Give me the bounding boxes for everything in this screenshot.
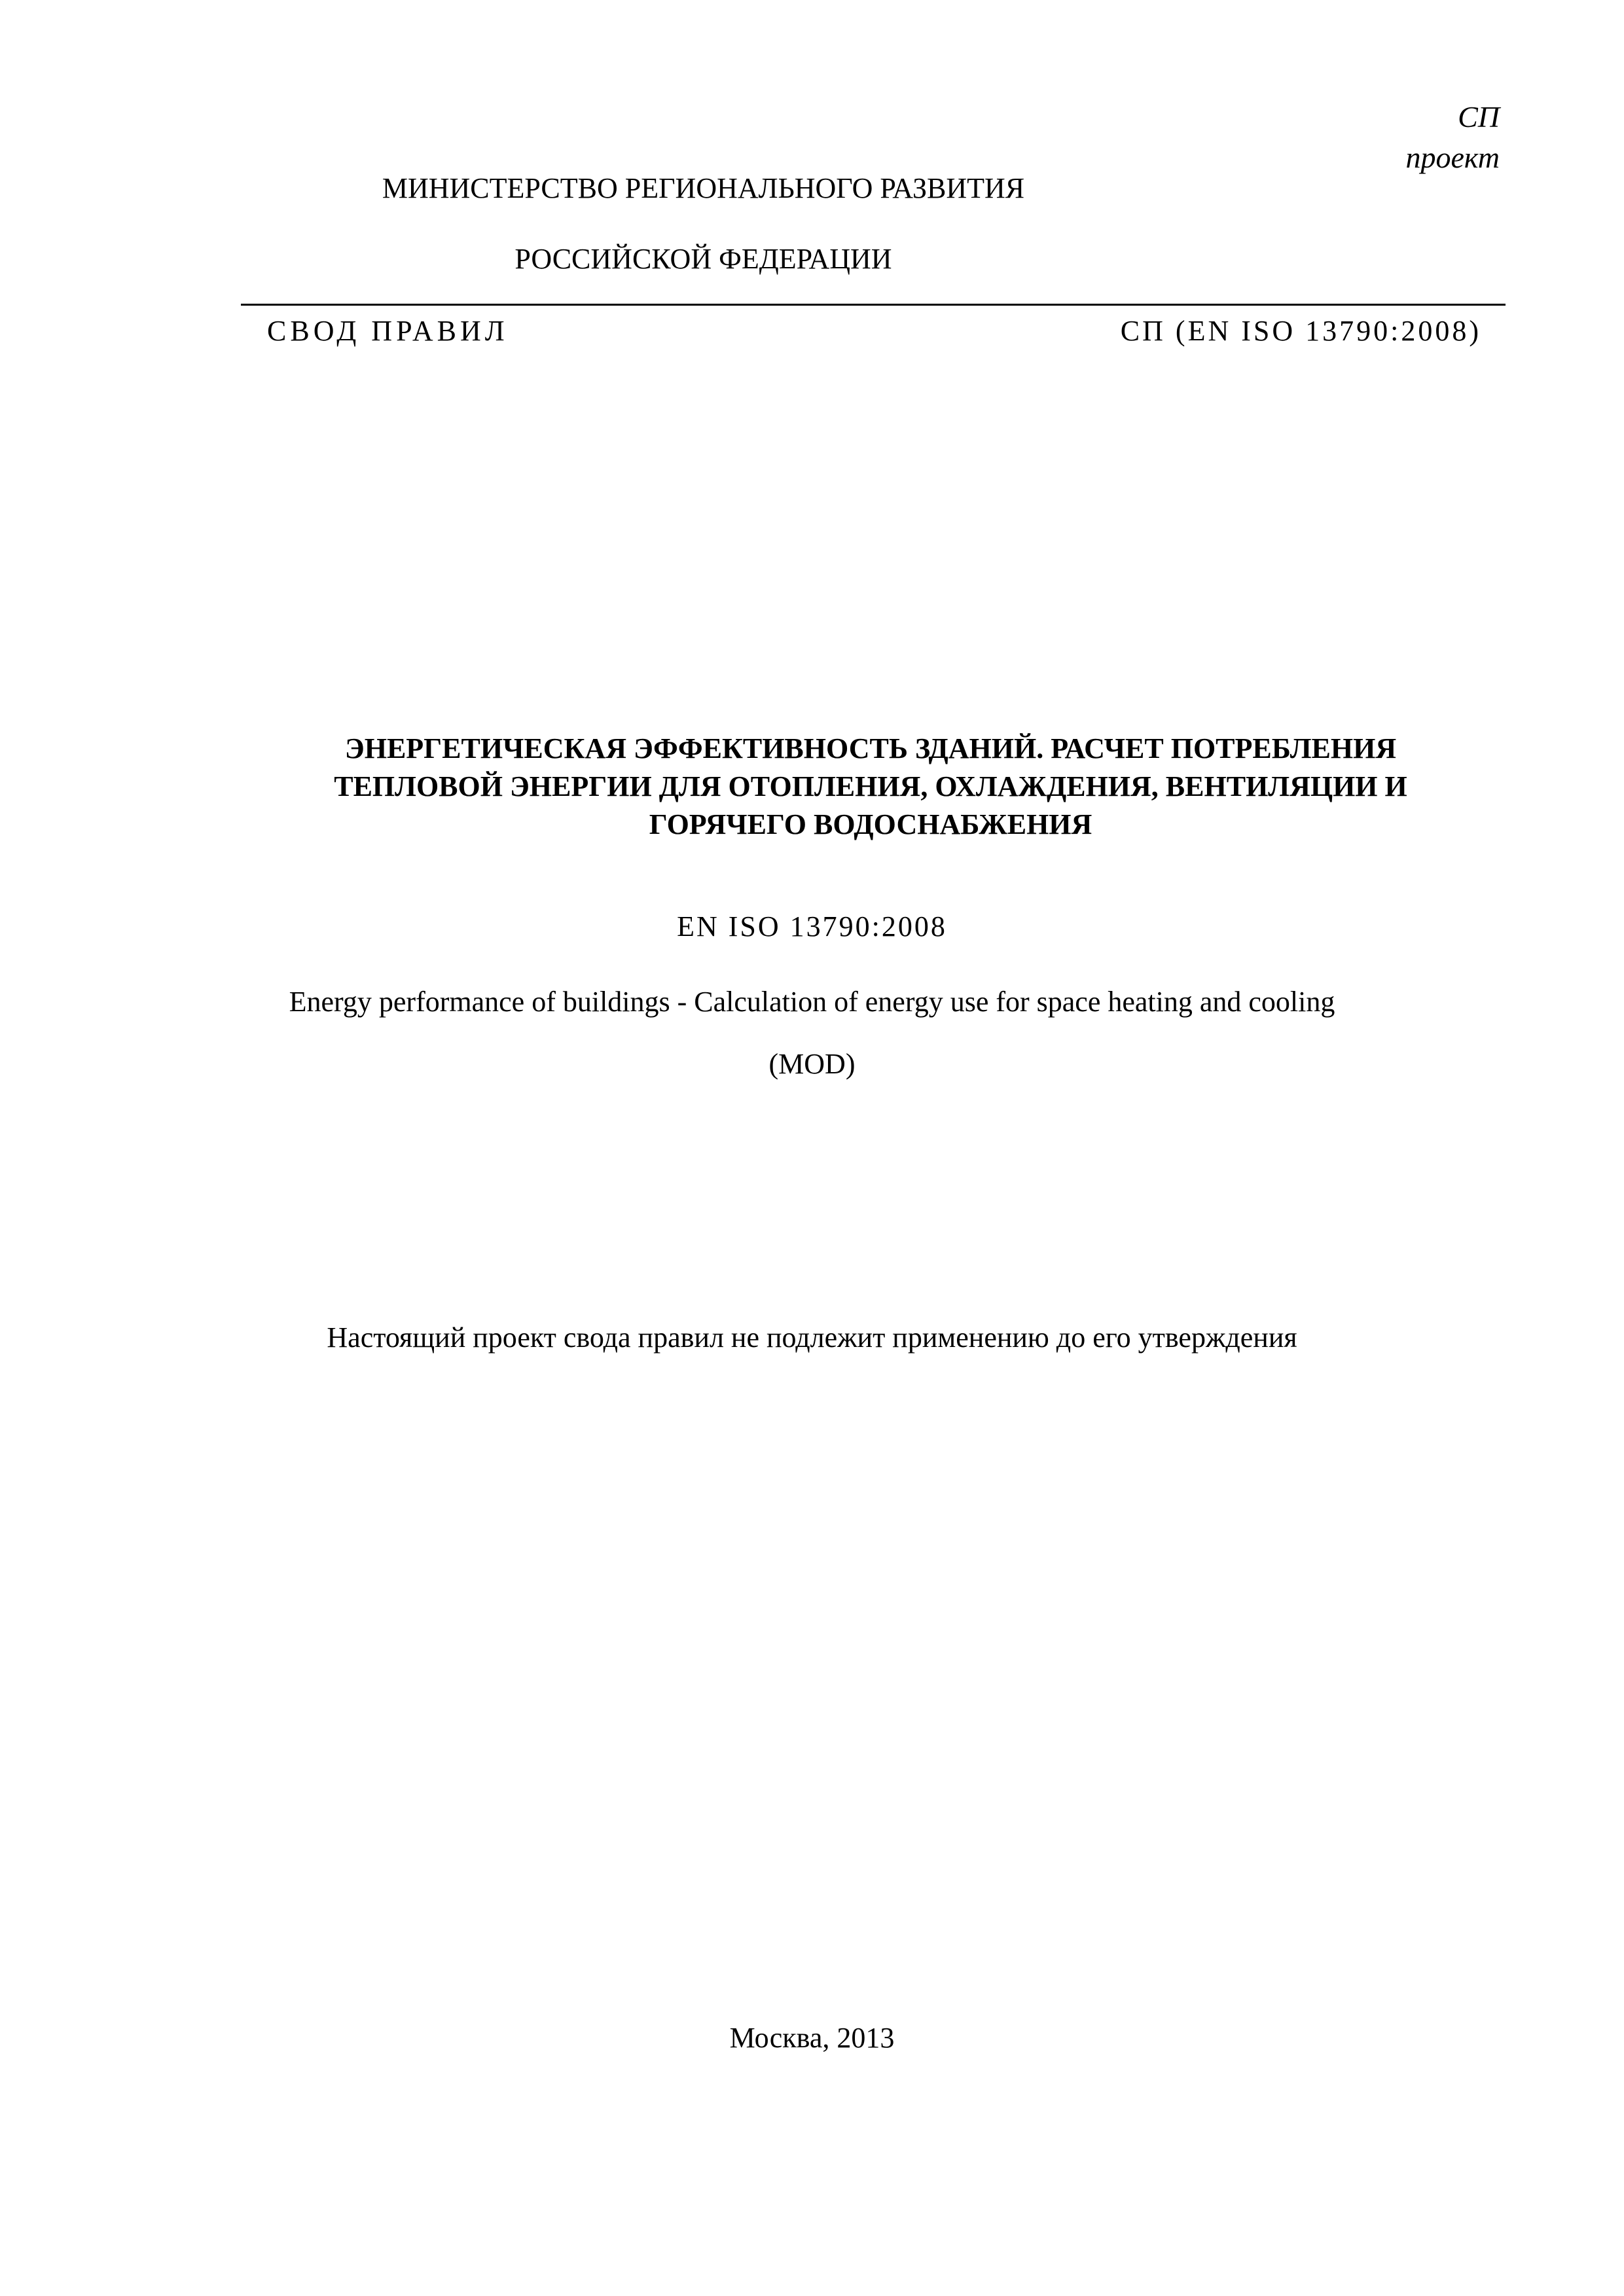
draft-notice: Настоящий проект свода правил не подлежит применению до его утверждения <box>327 1321 1297 1354</box>
draft-mark-status: проект <box>1405 141 1500 174</box>
title-line-2: ТЕПЛОВОЙ ЭНЕРГИИ ДЛЯ ОТОПЛЕНИЯ, ОХЛАЖДЕНИЯ, ВЕНТИЛЯЦИИ И <box>334 770 1407 802</box>
header-divider <box>241 304 1506 306</box>
title-line-3: ГОРЯЧЕГО ВОДОСНАБЖЕНИЯ <box>649 808 1092 840</box>
place-and-year: Москва, 2013 <box>729 2022 895 2054</box>
standard-code: EN ISO 13790:2008 <box>677 910 947 942</box>
ministry-name-line-1: МИНИСТЕРСТВО РЕГИОНАЛЬНОГО РАЗВИТИЯ <box>382 172 1025 204</box>
draft-mark-code: СП <box>1458 100 1500 134</box>
document-code: СП (EN ISO 13790:2008) <box>1120 315 1481 347</box>
modification-mark: (MOD) <box>768 1048 856 1080</box>
ministry-name-line-2: РОССИЙСКОЙ ФЕДЕРАЦИИ <box>514 243 892 275</box>
document-type: СВОД ПРАВИЛ <box>267 315 509 347</box>
document-title <box>196 730 1545 844</box>
draft-mark <box>1405 97 1500 178</box>
title-line-1: ЭНЕРГЕТИЧЕСКАЯ ЭФФЕКТИВНОСТЬ ЗДАНИЙ. РАСЧЕТ ПОТРЕБЛЕНИЯ <box>344 732 1397 764</box>
english-title: Energy performance of buildings - Calculation of energy use for space heating and cooling <box>289 986 1335 1018</box>
